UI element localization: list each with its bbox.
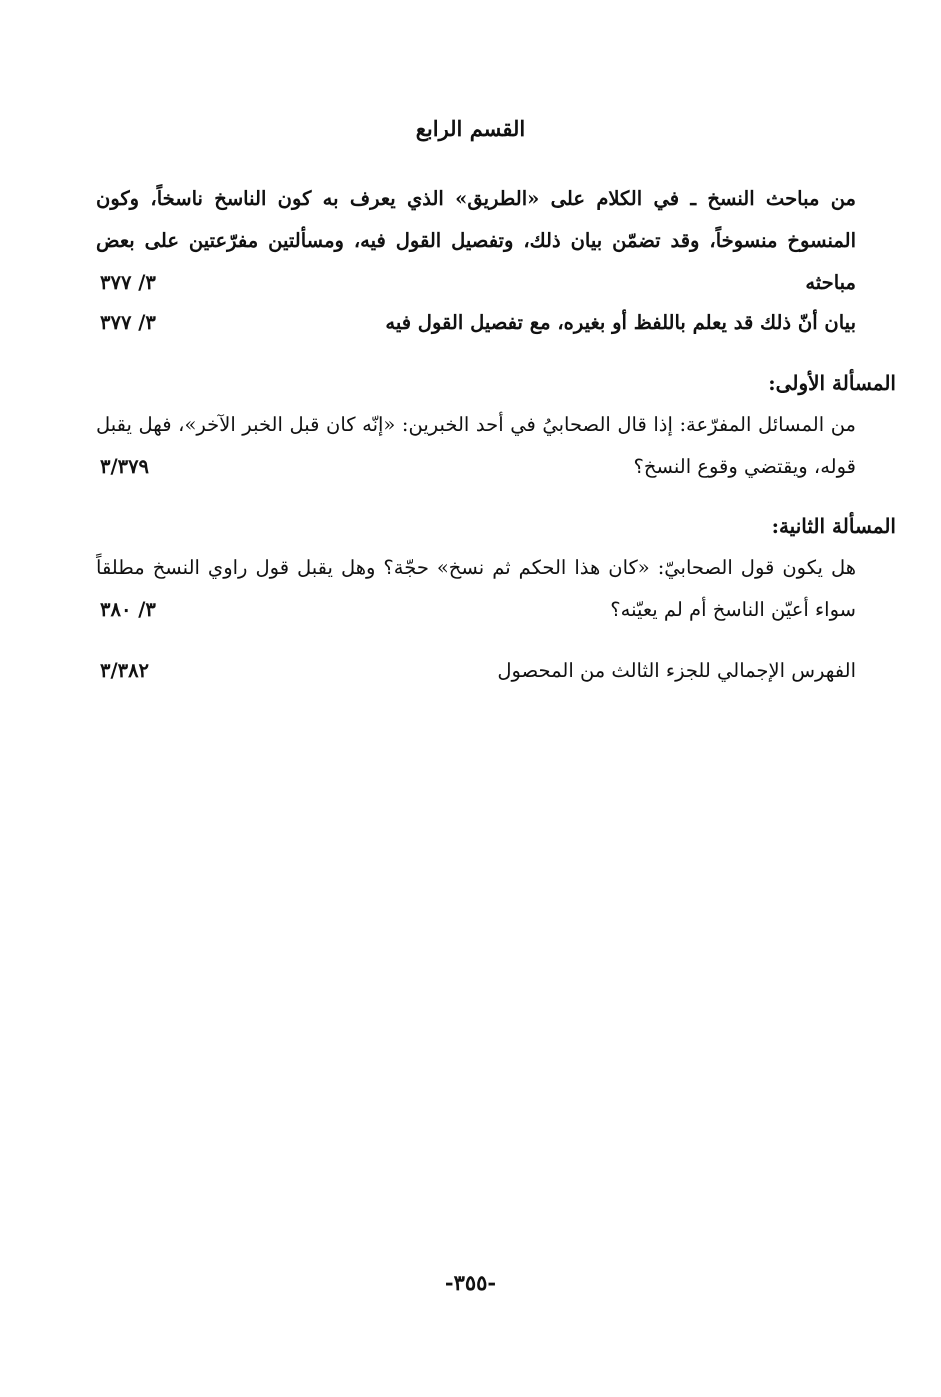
toc-entry-page-ref: ٣/٣٨٢ [100,659,150,682]
toc-entry-page-ref: ٣/ ٣٧٧ [100,271,156,294]
toc-entry-naskh-methods: من مباحث النسخ ـ في الكلام على «الطريق» الذي يعرف به كون الناسخ ناسخاً، وكون المنسوخ منسوخاً، وقد تضمّن بيان ذلك، وتفصيل القول فيه، ومسألتين مفرّعتين على بعض مباحثه [96,187,856,294]
toc-entry-knowledge-by-wording: بيان أنّ ذلك قد يعلم باللفظ أو بغيره، مع تفصيل القول فيه [385,311,856,334]
issue-one-text: من المسائل المفرّعة: إذا قال الصحابيُ في أحد الخبرين: «إنّه كان قبل الخبر الآخر»، فهل يقبل قوله، ويقتضي وقوع النسخ؟ [96,413,856,478]
issue-two-text: هل يكون قول الصحابيّ: «كان هذا الحكم ثم نسخ» حجّة؟ وهل يقبل قول راوي النسخ مطلقاً سواء أعيّن الناسخ أم لم يعيّنه؟ [96,556,856,621]
issue-two-page-ref: ٣/ ٣٨٠ [100,598,156,621]
toc-entry-general-index: الفهرس الإجمالي للجزء الثالث من المحصول [497,659,856,682]
page-number: -٣٥٥- [444,1270,497,1295]
issue-two-title: المسألة الثانية: [771,514,896,538]
issue-one-page-ref: ٣/٣٧٩ [100,455,150,478]
running-head: القسم الرابع [415,116,526,141]
issue-one-title: المسألة الأولى: [768,371,896,395]
toc-entry-page-ref: ٣/ ٣٧٧ [100,311,156,334]
